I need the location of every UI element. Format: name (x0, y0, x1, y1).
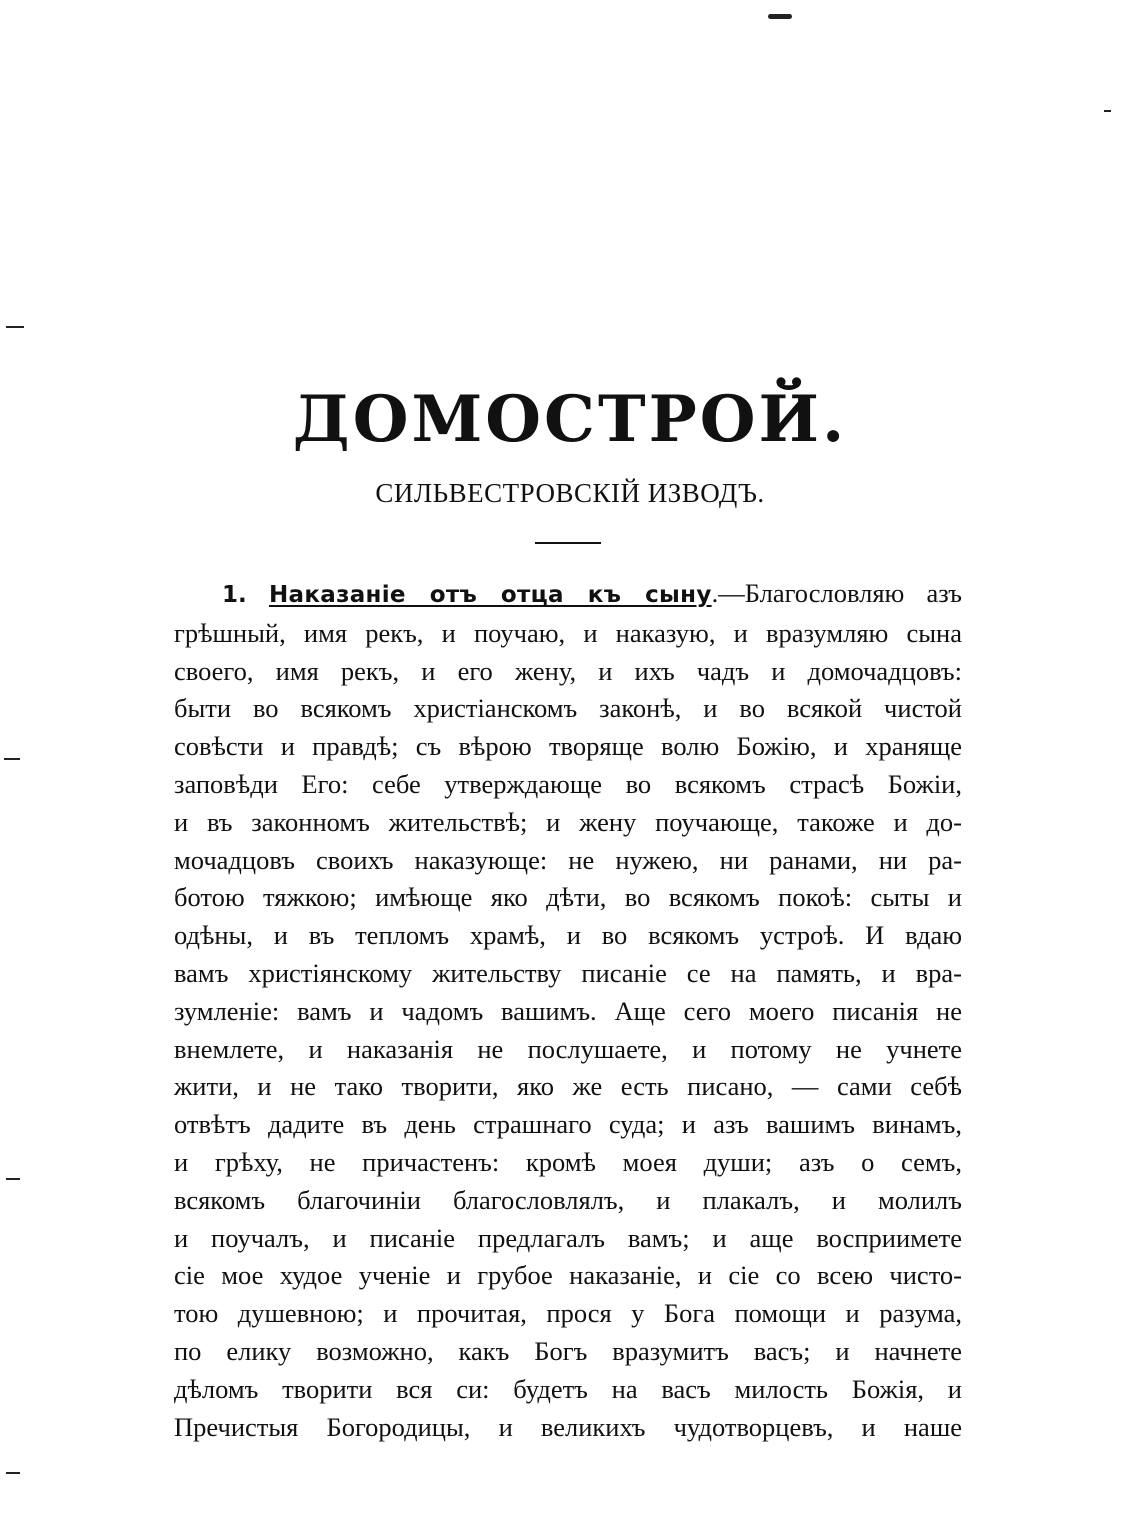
text-line: и въ законномъ жительствѣ; и жену поучающе, такоже и до- (174, 806, 962, 837)
text-line: зумленіе: вамъ и чадомъ вашимъ. Аще сего моего писанія не (174, 995, 962, 1026)
text-line (174, 575, 962, 615)
scan-mark (4, 758, 20, 760)
page-title: ДОМОСТРОЙ. (292, 382, 848, 457)
text-line: вамъ христіянскому жительству писаніе се на память, и вра- (174, 957, 962, 988)
scan-mark (6, 326, 24, 328)
text-line: совѣсти и правдѣ; съ вѣрою творяще волю Божію, и хранящe (174, 731, 962, 762)
text-line: и поучалъ, и писаніе предлагалъ вамъ; и аще восприимете (174, 1222, 962, 1253)
text-line: по елику возможно, какъ Богъ вразумитъ васъ; и начнете (174, 1335, 962, 1366)
text-line: отвѣтъ дадите въ день страшнаго суда; и азъ вашимъ винамъ, (174, 1109, 962, 1140)
scan-mark (6, 1178, 20, 1180)
text-line: быти во всякомъ христіанскомъ законѣ, и во всякой чистой (174, 693, 962, 724)
text-line: Пречистыя Богородицы, и великихъ чудотворцевъ, и наше (174, 1411, 962, 1442)
text-line-content: .—Благословляю азъ (711, 578, 963, 608)
text-line: и грѣху, не причастенъ: кромѣ моея души; азъ о семъ, (174, 1146, 962, 1177)
section-body (174, 575, 962, 1446)
scan-mark (6, 1472, 20, 1474)
section-heading: Наказаніе отъ отца къ сыну (268, 582, 712, 608)
text-line: одѣны, и въ тепломъ храмѣ, и во всякомъ устроѣ. И вдаю (174, 920, 962, 951)
text-line: тою душевною; и прочитая, прося у Бога помощи и разума, (174, 1298, 962, 1329)
title-divider (535, 542, 601, 544)
text-line: мочадцовъ своихъ наказующе: не нужею, ни ранами, ни ра- (174, 844, 962, 875)
text-line: грѣшный, имя рекъ, и поучаю, и наказую, и вразумляю сына (174, 617, 962, 648)
text-line: жити, и не тако творити, яко же есть писано, — сами себѣ (174, 1071, 962, 1102)
text-line: дѣломъ творити вся си: будетъ на васъ милость Божія, и (174, 1373, 962, 1404)
scan-mark (1104, 110, 1111, 112)
text-line: заповѣди Его: себе утверждающе во всякомъ страсѣ Божіи, (174, 768, 962, 799)
text-line: своего, имя рекъ, и его жену, и ихъ чадъ и домочадцовъ: (174, 655, 962, 686)
section-number: 1. (222, 582, 247, 608)
text-line: сіе мое худое ученіе и грубое наказаніе, и сіе со всею чисто- (174, 1260, 962, 1291)
text-line: ботою тяжкою; имѣюще яко дѣти, во всякомъ покоѣ: сыты и (174, 882, 962, 913)
text-line: всякомъ благочиніи благословлялъ, и плакалъ, и молилъ (174, 1184, 962, 1215)
text-line: внемлете, и наказанія не послушаете, и потому не учнете (174, 1033, 962, 1064)
page-subtitle: СИЛЬВЕСТРОВСКІЙ ИЗВОДЪ. (375, 478, 765, 508)
scan-mark (768, 14, 792, 19)
